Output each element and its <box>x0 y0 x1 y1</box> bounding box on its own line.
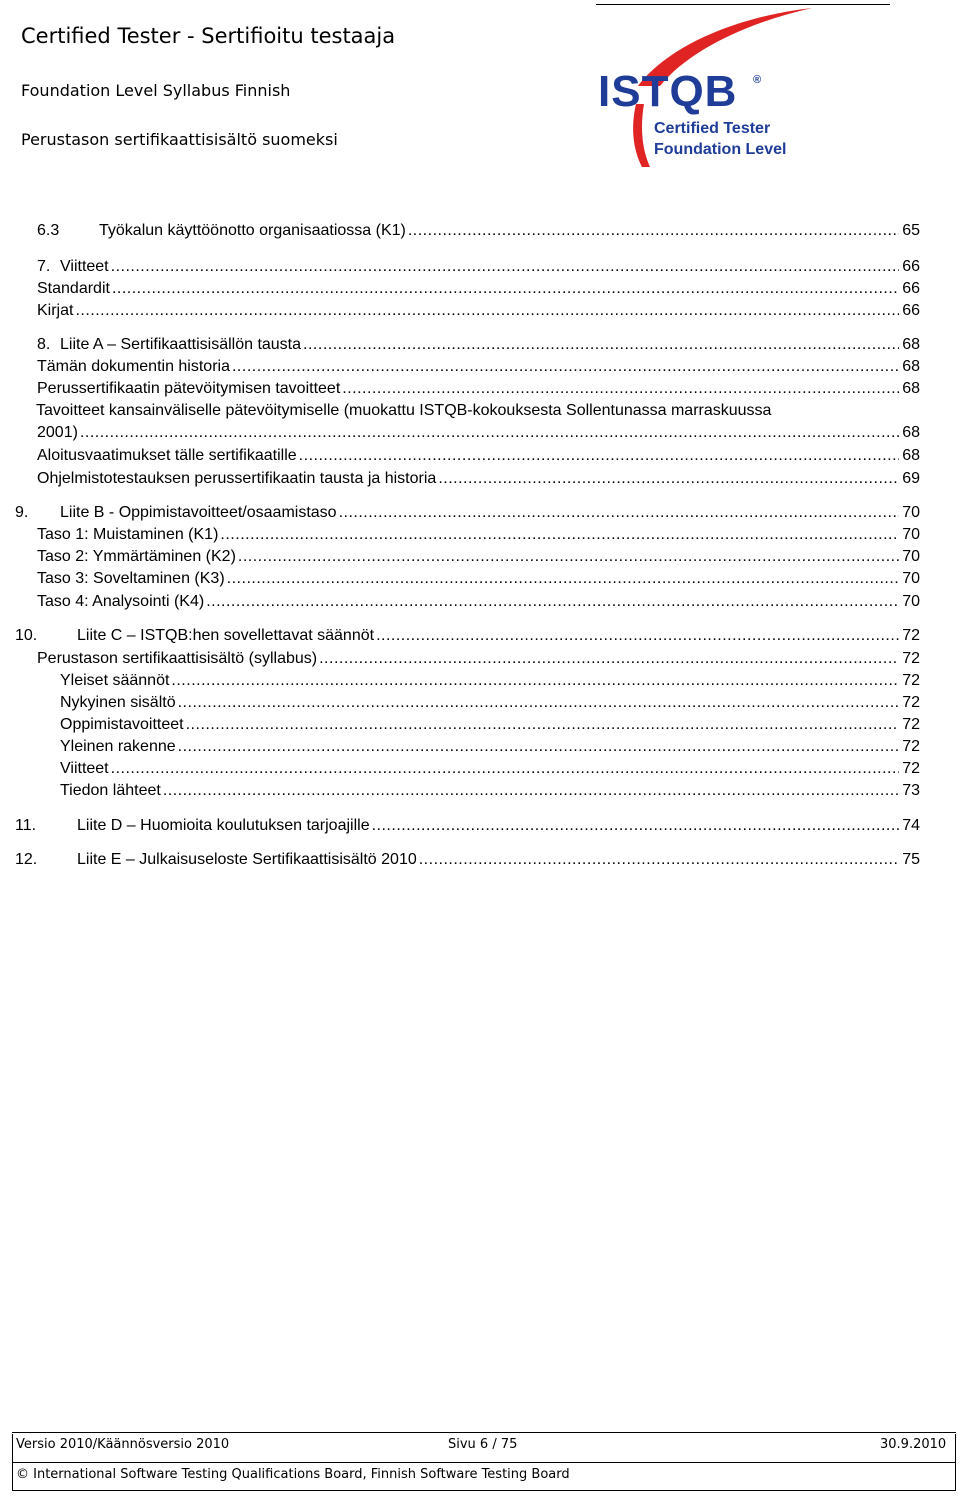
toc-entry[interactable] <box>0 568 960 590</box>
toc-leader <box>376 625 899 647</box>
logo-certified-tester: Certified Tester <box>654 120 771 137</box>
toc-leader <box>319 648 899 670</box>
toc-page: 68 <box>902 424 920 441</box>
toc-title: Liite B - Oppimistavoitteet/osaamistaso <box>60 504 337 521</box>
toc-leader <box>75 300 899 322</box>
toc-leader <box>419 849 899 871</box>
toc-leader <box>178 736 900 758</box>
toc-entry[interactable] <box>0 692 960 714</box>
toc-entry[interactable] <box>0 670 960 692</box>
header-subtitle-english: Foundation Level Syllabus Finnish <box>21 81 291 100</box>
footer-copyright: © International Software Testing Qualifications Board, Finnish Software Testing Board <box>16 1467 570 1482</box>
toc-page: 70 <box>902 504 920 521</box>
toc-leader <box>163 780 899 802</box>
toc-number: 9. <box>15 504 29 521</box>
toc-leader <box>232 356 899 378</box>
toc-page: 70 <box>902 548 920 565</box>
toc-page: 69 <box>902 470 920 487</box>
toc-title: Yleinen rakenne <box>60 738 176 755</box>
toc-leader <box>178 692 900 714</box>
footer-bottom-rule <box>12 1490 956 1491</box>
toc-entry[interactable] <box>0 714 960 736</box>
toc-title: Työkalun käyttöönotto organisaatiossa (K1) <box>99 222 406 239</box>
footer-middle-rule <box>12 1462 956 1463</box>
toc-entry[interactable] <box>0 780 960 802</box>
istqb-logo <box>590 4 820 170</box>
toc-title: Liite E – Julkaisuseloste Sertifikaattisisältö 2010 <box>77 851 417 868</box>
toc-title: 2001) <box>37 424 78 441</box>
toc-page: 70 <box>902 593 920 610</box>
header-title: Certified Tester - Sertifioitu testaaja <box>21 24 396 48</box>
toc-leader <box>438 468 899 490</box>
toc-entry[interactable] <box>0 546 960 568</box>
toc-page: 75 <box>902 851 920 868</box>
toc-title: Taso 1: Muistaminen (K1) <box>37 526 219 543</box>
toc-page: 74 <box>902 817 920 834</box>
toc-number: 10. <box>15 627 38 644</box>
footer-left-rule <box>12 1434 13 1490</box>
toc-entry[interactable] <box>0 278 960 300</box>
toc-entry[interactable] <box>0 524 960 546</box>
toc-title: Standardit <box>37 280 110 297</box>
toc-page: 65 <box>902 222 920 239</box>
toc-page: 66 <box>902 280 920 297</box>
toc-title: Nykyinen sisältö <box>60 694 176 711</box>
toc-entry[interactable] <box>0 378 960 400</box>
toc-leader <box>372 815 900 837</box>
toc-title: Perustason sertifikaattisisältö (syllabus) <box>37 650 318 667</box>
footer-date: 30.9.2010 <box>880 1437 947 1452</box>
toc-page: 73 <box>902 782 920 799</box>
toc-title: Viitteet <box>60 760 109 777</box>
toc-leader <box>220 524 899 546</box>
footer-version: Versio 2010/Käännösversio 2010 <box>16 1437 230 1452</box>
toc-title: Taso 2: Ymmärtäminen (K2) <box>37 548 236 565</box>
toc-title: Perussertifikaatin pätevöitymisen tavoitteet <box>37 380 341 397</box>
toc-entry[interactable] <box>0 815 960 837</box>
toc-page: 72 <box>902 760 920 777</box>
toc-entry[interactable] <box>0 758 960 780</box>
toc-page: 72 <box>902 716 920 733</box>
toc-number: 6.3 <box>37 222 60 239</box>
toc-leader <box>111 758 900 780</box>
footer-top-rule <box>12 1432 956 1433</box>
toc-entry[interactable] <box>0 445 960 467</box>
toc-page: 70 <box>902 526 920 543</box>
toc-entry[interactable] <box>0 502 960 524</box>
toc-title: Aloitusvaatimukset tälle sertifikaatille <box>37 447 297 464</box>
toc-leader <box>303 334 899 356</box>
toc-page: 72 <box>902 672 920 689</box>
toc-title: Taso 4: Analysointi (K4) <box>37 593 205 610</box>
toc-leader <box>186 714 900 736</box>
toc-leader <box>408 220 899 242</box>
toc-entry[interactable] <box>0 849 960 871</box>
toc-title: Liite C – ISTQB:hen sovellettavat säännöt <box>77 627 375 644</box>
toc-page: 72 <box>902 694 920 711</box>
toc-entry[interactable] <box>0 256 960 278</box>
toc-title: Tämän dokumentin historia <box>37 358 230 375</box>
toc-page: 68 <box>902 447 920 464</box>
toc-page: 72 <box>902 650 920 667</box>
toc-leader <box>111 256 900 278</box>
toc-page: 66 <box>902 258 920 275</box>
logo-wordmark: ISTQB <box>598 67 738 116</box>
toc-entry[interactable] <box>0 736 960 758</box>
toc-title: Taso 3: Soveltaminen (K3) <box>37 570 225 587</box>
footer-right-rule <box>955 1434 956 1490</box>
toc-page: 68 <box>902 358 920 375</box>
toc-entry[interactable] <box>0 422 960 444</box>
toc-entry[interactable] <box>0 300 960 322</box>
logo-foundation-level: Foundation Level <box>654 141 787 158</box>
toc-leader <box>171 670 899 692</box>
toc-leader <box>227 568 900 590</box>
toc-title: Ohjelmistotestauksen perussertifikaatin tausta ja historia <box>37 470 437 487</box>
toc-number: 7. <box>37 258 51 275</box>
toc-title: Yleiset säännöt <box>60 672 170 689</box>
toc-title: Kirjat <box>37 302 74 319</box>
toc-entry[interactable] <box>0 591 960 613</box>
toc-entry[interactable] <box>0 334 960 356</box>
toc-title: Liite A – Sertifikaattisisällön tausta <box>60 336 302 353</box>
toc-leader <box>339 502 900 524</box>
toc-title: Viitteet <box>60 258 109 275</box>
toc-entry[interactable] <box>0 356 960 378</box>
logo-registered-mark: ® <box>753 74 762 86</box>
toc-title: Tiedon lähteet <box>60 782 161 799</box>
toc-entry[interactable] <box>0 220 960 242</box>
toc-page: 68 <box>902 336 920 353</box>
toc-leader <box>342 378 899 400</box>
toc-number: 8. <box>37 336 51 353</box>
toc-leader <box>299 445 900 467</box>
header-subtitle-finnish: Perustason sertifikaattisisältö suomeksi <box>21 130 338 149</box>
toc-title: Liite D – Huomioita koulutuksen tarjoajille <box>77 817 370 834</box>
toc-number: 11. <box>15 817 37 834</box>
footer-page-number: Sivu 6 / 75 <box>448 1437 518 1452</box>
toc-entry[interactable] <box>0 625 960 647</box>
toc-number: 12. <box>15 851 38 868</box>
toc-page: 72 <box>902 627 920 644</box>
toc-leader <box>112 278 899 300</box>
toc-entry[interactable] <box>0 468 960 490</box>
toc-page: 70 <box>902 570 920 587</box>
toc-page: 68 <box>902 380 920 397</box>
toc-entry[interactable] <box>0 648 960 670</box>
toc-leader <box>238 546 899 568</box>
toc-entry-wrapped-line[interactable]: Tavoitteet kansainväliselle pätevöitymiselle (muokattu ISTQB-kokouksesta Sollentunassa marraskuussa <box>36 402 772 419</box>
toc-page: 72 <box>902 738 920 755</box>
toc-page: 66 <box>902 302 920 319</box>
toc-leader <box>206 591 899 613</box>
toc-leader <box>80 422 899 444</box>
toc-title: Oppimistavoitteet <box>60 716 184 733</box>
